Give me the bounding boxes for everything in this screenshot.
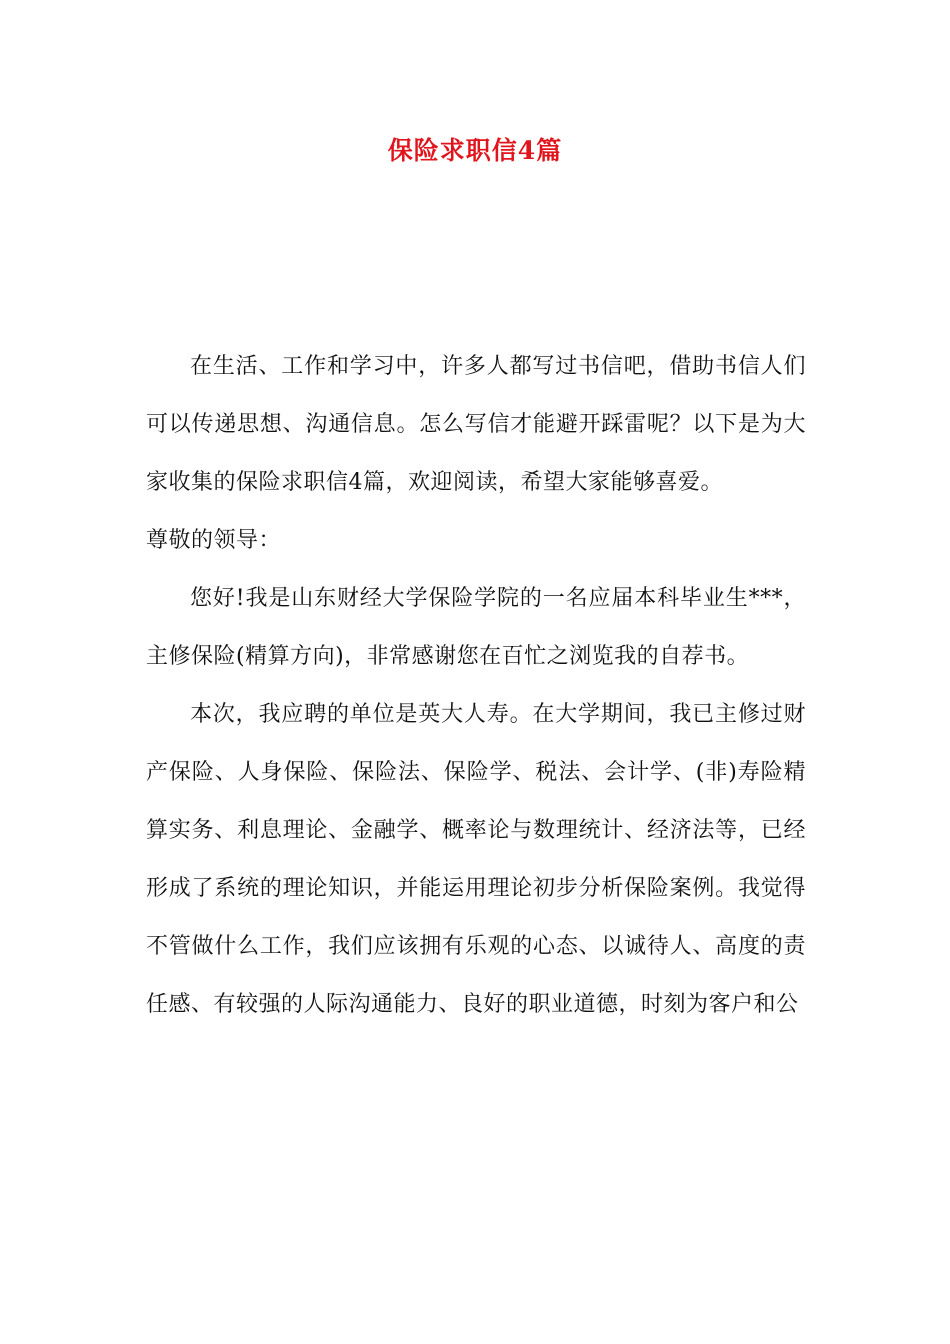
paragraph-greeting: 您好!我是山东财经大学保险学院的一名应届本科毕业生***，主修保险(精算方向)，非常感谢您在百忙之浏览我的自荐书。 (146, 586, 806, 669)
paragraph-salutation: 尊敬的领导： (146, 528, 282, 553)
paragraph-intro: 在生活、工作和学习中，许多人都写过书信吧，借助书信人们可以传递思想、沟通信息。怎么写信才能避开踩雷呢？以下是为大家收集的保险求职信4篇，欢迎阅读，希望大家能够喜爱。 (146, 354, 806, 495)
document-body (146, 338, 806, 1034)
document-title: 保险求职信4篇 (387, 136, 563, 165)
paragraph-body: 本次，我应聘的单位是英大人寿。在大学期间，我已主修过财产保险、人身保险、保险法、保险学、税法、会计学、(非)寿险精算实务、利息理论、金融学、概率论与数理统计、经济法等，已经形成了系统的理论知识，并能运用理论初步分析保险案例。我觉得不管做什么工作，我们应该拥有乐观的心态、以诚待人、高度的责任感、有较强的人际沟通能力、良好的职业道德，时刻为客户和公 (146, 702, 806, 1017)
